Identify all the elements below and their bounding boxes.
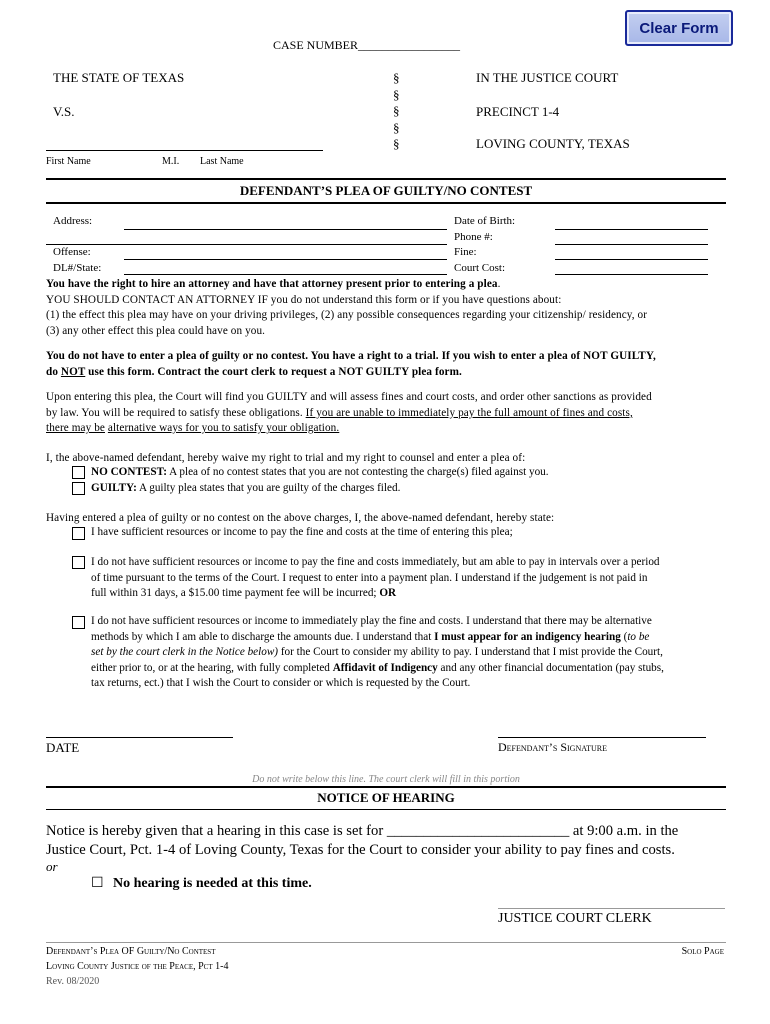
clerk-signature-line[interactable] [498,908,725,909]
indigency-line3b: for the Court to consider my ability to pay. I understand that I mist provide the Court, [278,646,663,659]
offense-field[interactable] [124,259,447,260]
notice-or: or [46,859,58,874]
phone-field[interactable] [555,244,708,245]
address-field-line2[interactable] [46,244,447,245]
attorney-rights-line4: (3) any other effect this plea could have on you. [46,324,266,337]
court-cost-label: Court Cost: [454,262,506,274]
fine-label: Fine: [454,246,477,258]
indigency-checkbox[interactable] [72,616,85,629]
affidavit-bold: Affidavit of Indigency [332,661,438,674]
indigency-line3a: set by the court clerk in the Notice below) [91,646,279,659]
fine-field[interactable] [555,259,708,260]
indigency-line2c: ( [620,630,628,643]
payment-plan-text [91,555,731,602]
sufficient-resources-text: I have sufficient resources or income to pay the fine and costs at the time of entering this plea; [91,526,513,538]
court-name: IN THE JUSTICE COURT [476,70,619,85]
trial-rights-line2c: use this form. Contract the court clerk to request a NOT GUILTY plea form. [85,365,462,378]
offense-label: Offense: [53,246,91,258]
footer-revision: Rev. 08/2020 [46,976,100,987]
indigency-hearing-bold: I must appear for an indigency hearing [434,630,621,643]
notice-text [46,822,736,860]
notice-title: NOTICE OF HEARING [317,790,455,805]
footer-page: Solo Page [681,946,724,957]
state-of-texas: THE STATE OF TEXAS [53,70,185,85]
indigency-text [91,614,731,692]
trial-rights-line1: You do not have to enter a plea of guilty or no contest. You have a right to a trial. If you wish to enter a plea of NOT GUILTY, [46,350,656,362]
plea-intro: I, the above-named defendant, hereby waive my right to trial and my right to counsel and enter a plea of: [46,452,526,464]
notice-line1: Notice is hereby given that a hearing in this case is set for _________________________ at 9:00 a.m. in the [46,823,679,839]
guilty-label: GUILTY: [91,482,137,494]
footer-form-name: Defendant’s Plea OF Guilty/No Contest [46,946,216,957]
dob-label: Date of Birth: [454,215,516,227]
attorney-rights-period: . [497,278,501,290]
sanctions-line2a: by law. You will be required to satisfy these obligations. [46,406,306,419]
case-number-label: CASE NUMBER_________________ [273,38,461,52]
section-mark: § [393,136,400,151]
notice-top-rule [46,786,726,788]
versus-label: V.S. [53,104,75,119]
section-mark: § [393,103,400,118]
payment-plan-or: OR [379,587,397,600]
date-label: DATE [46,740,80,755]
trial-rights-paragraph [46,349,730,380]
sanctions-line3a: there may be [46,422,105,435]
title-bottom-rule [46,202,726,204]
signature-line[interactable] [498,737,706,738]
precinct: PRECINCT 1-4 [476,104,560,119]
no-contest-label: NO CONTEST: [91,466,167,478]
first-name-label: First Name [46,156,91,167]
dl-state-field[interactable] [124,274,447,275]
payment-plan-line3: full within 31 days, a $15.00 time payment fee will be incurred; [91,587,380,600]
sanctions-line1: Upon entering this plea, the Court will find you GUILTY and will assess fines and court costs, and order other sanctions as provided [46,391,652,403]
attorney-rights-bold: You have the right to hire an attorney and have that attorney present prior to entering a plea [46,278,498,290]
notice-bottom-rule [46,809,726,810]
address-label: Address: [53,215,93,227]
mi-label: M.I. [162,156,180,167]
payment-plan-line1: I do not have sufficient resources or income to pay the fine and costs immediately, but am able to pay in intervals over a period [91,556,660,568]
footer-court-name: Loving County Justice of the Peace, Pct 1-4 [46,961,229,972]
indigency-line1: I do not have sufficient resources or income to immediately play the fine and costs. I understand that there may be alternative [91,615,652,627]
dl-state-label: DL#/State: [53,262,102,274]
phone-label: Phone #: [454,231,493,243]
attorney-rights-line3: (1) the effect this plea may have on your driving privileges, (2) any possible consequences regarding your citizenship/ residency, or [46,309,648,322]
no-contest-text: A plea of no contest states that you are not contesting the charge(s) filed against you. [166,466,549,478]
county: LOVING COUNTY, TEXAS [476,136,630,151]
attorney-rights-paragraph [46,277,730,339]
guilty-text: A guilty plea states that you are guilty of the charges filed. [136,482,401,494]
payment-plan-line2: of time pursuant to the terms of the Court. I request to enter into a payment plan. I understand if the judgement is not paid in [91,571,648,584]
sufficient-resources-checkbox[interactable] [72,527,85,540]
dob-field[interactable] [555,229,708,230]
last-name-label: Last Name [200,156,244,167]
section-mark: § [393,86,400,102]
section-marks [393,70,400,153]
court-cost-field[interactable] [555,274,708,275]
title-top-rule [46,178,726,180]
trial-rights-not: NOT [60,365,86,378]
footer-rule [46,942,726,943]
guilty-option [91,481,731,497]
indigency-line5: tax returns, ect.) that I wish the Court to consider or which is requested by the Court. [91,677,471,690]
defendant-name-line[interactable] [46,150,323,151]
trial-rights-line2a: do [46,365,61,378]
address-field[interactable] [124,229,447,230]
date-line[interactable] [46,737,233,738]
clerk-only-note: Do not write below this line. The court clerk will fill in this portion [252,774,520,785]
attorney-rights-line2: YOU SHOULD CONTACT AN ATTORNEY IF you do not understand this form or if you have questions about: [46,293,562,306]
no-hearing-label: No hearing is needed at this time. [113,876,312,891]
sanctions-line3c: alternative ways for you to satisfy your obligation. [107,422,340,435]
clear-form-button[interactable]: Clear Form [625,10,733,46]
notice-line2: Justice Court, Pct. 1-4 of Loving County, Texas for the Court to consider your ability to pay fines and costs. [46,842,675,858]
statement-intro: Having entered a plea of guilty or no contest on the above charges, I, the above-named defendant, hereby state: [46,512,555,524]
section-mark: § [393,119,400,135]
section-mark: § [393,70,400,85]
indigency-line2d: to be [627,630,650,643]
no-contest-option [91,465,731,481]
indigency-line4c: and any other financial documentation (pay stubs, [437,661,664,674]
no-hearing-checkbox[interactable]: ☐ [91,876,104,891]
no-contest-checkbox[interactable] [72,466,85,479]
sanctions-paragraph [46,390,730,437]
sanctions-line2b: If you are unable to immediately pay the full amount of fines and costs, [305,406,633,419]
form-title: DEFENDANT’S PLEA OF GUILTY/NO CONTEST [239,183,533,198]
indigency-line4a: either prior to, or at the hearing, with fully completed [91,661,333,674]
justice-court-clerk-label: JUSTICE COURT CLERK [498,911,652,926]
defendant-signature-label: Defendant’s Signature [498,740,607,754]
indigency-line2a: methods by which I am able to discharge the amounts due. I understand that [91,630,435,643]
payment-plan-checkbox[interactable] [72,556,85,569]
guilty-checkbox[interactable] [72,482,85,495]
